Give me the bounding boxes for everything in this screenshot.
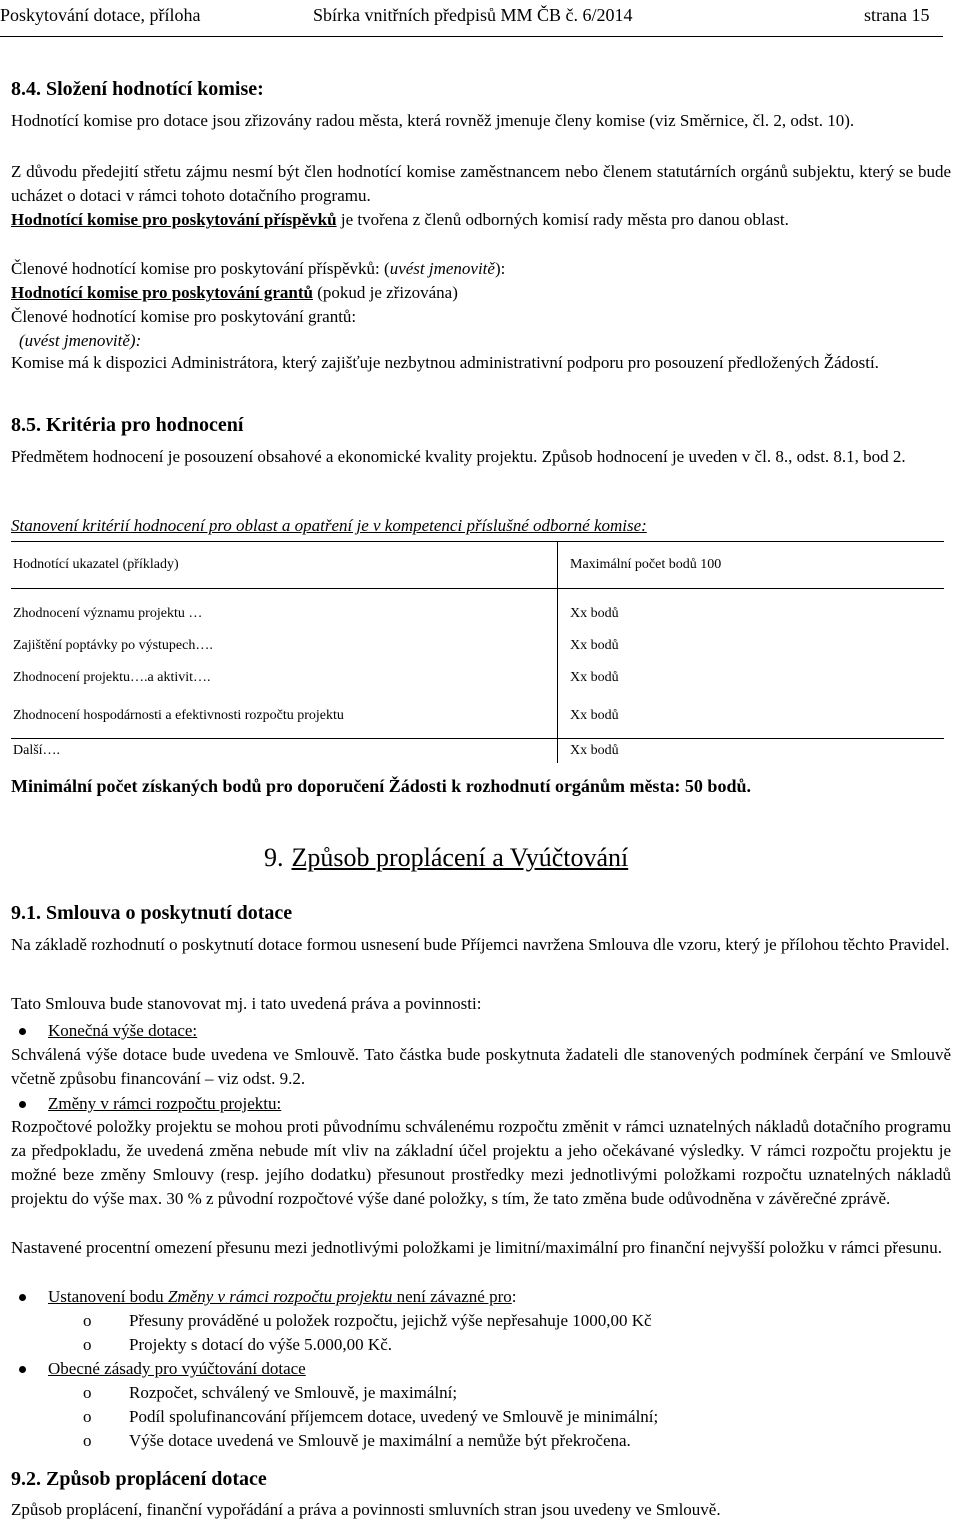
header-center: Sbírka vnitřních předpisů MM ČB č. 6/2014 [313, 5, 633, 25]
bullet-icon [19, 1294, 26, 1301]
table-row [11, 630, 944, 662]
sub-item-text: Výše dotace uvedená ve Smlouvě je maximální a nemůže být překročena. [129, 1431, 631, 1450]
s85-paragraph-1: Předmětem hodnocení je posouzení obsahové a ekonomické kvality projektu. Způsob hodnocení je uveden v čl. 8., odst. 8.1, bod 2. [11, 447, 906, 466]
bullet-label [48, 1285, 517, 1309]
b3-part-a: Ustanovení bodu [48, 1287, 168, 1306]
bullet-icon [19, 1101, 26, 1108]
s84-p5-rest: (pokud je zřizována) [312, 283, 458, 302]
sub-item-text: Projekty s dotací do výše 5.000,00 Kč. [129, 1335, 392, 1354]
s84-p4-italic: uvést jmenovitě [389, 259, 495, 278]
criteria-label: Zajištění poptávky po výstupech…. [11, 630, 558, 662]
sub-bullet-icon: o [83, 1407, 92, 1426]
b3-part-italic: Změny v rámci rozpočtu projektu [167, 1287, 393, 1306]
s84-p3-rest: je tvořena z členů odborných komisí rady města pro danou oblast. [336, 210, 789, 229]
criteria-table [11, 541, 944, 763]
criteria-label: Zhodnocení projektu….a aktivit…. [11, 662, 558, 694]
minimum-points-note: Minimální počet získaných bodů pro doporučení Žádosti k rozhodnutí orgánům města: 50 bodů. [11, 776, 751, 796]
b3-part-c: : [511, 1287, 517, 1306]
section-9-1-title: 9.1. Smlouva o poskytnutí dotace [11, 902, 293, 924]
header-divider [0, 36, 943, 37]
table-row [11, 739, 944, 764]
sub-bullet-icon: o [83, 1383, 92, 1402]
sub-bullet-icon: o [83, 1431, 92, 1450]
s92-paragraph-1: Způsob proplácení, finanční vypořádání a práva a povinnosti smluvních stran jsou uvedeny ve Smlouvě. [11, 1500, 721, 1519]
s91-paragraph-2: Tato Smlouva bude stanovovat mj. i tato uvedená práva a povinnosti: [11, 994, 482, 1013]
criteria-head-right: Maximální počet bodů 100 [558, 542, 945, 589]
table-row [11, 662, 944, 694]
s84-paragraph-7: (uvést jmenovitě): [19, 331, 142, 350]
bullet-icon [19, 1028, 26, 1035]
criteria-head-left: Hodnotící ukazatel (příklady) [11, 542, 558, 589]
bullet-icon [19, 1366, 26, 1373]
s84-paragraph-2: Z důvodu předejití střetu zájmu nesmí být člen hodnotící komise zaměstnancem nebo členem statutárních orgánů subjektu, který se bude ucházet o dotaci v rámci tohoto dotačního programu. [11, 162, 951, 205]
bullet-label: Obecné zásady pro vyúčtování dotace [48, 1359, 306, 1378]
criteria-table-gap [11, 589, 944, 599]
s84-p4-a: Členové hodnotící komise pro poskytování příspěvků: ( [11, 259, 390, 278]
criteria-table-header [11, 542, 944, 589]
table-row [11, 694, 944, 739]
s91-paragraph-1: Na základě rozhodnutí o poskytnutí dotace formou usnesení bude Příjemci navržena Smlouva dle vzoru, který je přílohou těchto Pravidel. [11, 935, 950, 954]
chapter-9-title [264, 843, 629, 872]
s85-paragraph-2: Stanovení kritérií hodnocení pro oblast a opatření je v kompetenci příslušné odborné komise: [11, 516, 647, 535]
criteria-points: Xx bodů [570, 670, 619, 685]
header-page-number: strana 15 [864, 5, 930, 25]
s84-paragraph-8: Komise má k dispozici Administrátora, který zajišťuje nezbytnou administrativní podporu pro posouzení předložených Žádostí. [11, 353, 879, 372]
criteria-points: Xx bodů [570, 606, 619, 621]
sub-bullet-icon: o [83, 1311, 92, 1330]
s84-paragraph-5 [11, 281, 951, 305]
s84-p4-b: ): [494, 259, 506, 278]
s91-budget-changes-text: Rozpočtové položky projektu se mohou proti původnímu schválenému rozpočtu změnit v rámci uznatelných nákladů dotačního programu za předpokladu, že uvedená změna nebude mít vliv na základní účel projektu a jeho očekávané výsledky. V rámci rozpočtu projektu je možné beze změny Smlouvy (resp. jejího dodatku) přesunout prostředky mezi jednotlivými položkami rozpočtu uznatelných nákladů projektu do výše max. 30 % z původní rozpočtové výše dané položky, s tím, že tato změna bude odůvodněna v závěrečné zprávě. [11, 1117, 951, 1208]
criteria-points-other: Xx bodů [558, 739, 945, 764]
sub-item-text: Podíl spolufinancování příjemcem dotace, uvedený ve Smlouvě je minimální; [129, 1407, 659, 1426]
sub-item-text: Přesuny prováděné u položek rozpočtu, jejichž výše nepřesahuje 1000,00 Kč [129, 1311, 652, 1330]
section-9-2-title: 9.2. Způsob proplácení dotace [11, 1468, 267, 1490]
gap-left [11, 589, 558, 599]
criteria-label: Zhodnocení hospodárnosti a efektivnosti rozpočtu projektu [11, 694, 558, 739]
sub-bullet-icon: o [83, 1335, 92, 1354]
s84-paragraph-1: Hodnotící komise pro dotace jsou zřizovány radou města, která rovněž jmenuje členy komise (viz Směrnice, čl. 2, odst. 10). [11, 111, 855, 130]
s91-budget-changes-text-2: Nastavené procentní omezení přesunu mezi jednotlivými položkami je limitní/maximální pro finanční nejvyšší položku v rámci přesunu. [11, 1238, 942, 1257]
table-row [11, 598, 944, 630]
criteria-points: Xx bodů [570, 708, 619, 723]
chapter-9-text: Způsob proplácení a Vyúčtování [291, 843, 629, 872]
s91-final-amount-text: Schválená výše dotace bude uvedena ve Smlouvě. Tato částka bude poskytnuta žadateli dle stanovených podmínek čerpání ve Smlouvě včetně způsobu financování – viz odst. 9.2. [11, 1045, 951, 1088]
s84-paragraph-3 [11, 208, 951, 232]
header-left: Poskytování dotace, příloha [0, 5, 201, 25]
section-8-4-title: 8.4. Složení hodnotící komise: [11, 78, 264, 100]
commission-contributions-label: Hodnotící komise pro poskytování příspěvků [11, 210, 337, 229]
section-8-5-title: 8.5. Kritéria pro hodnocení [11, 414, 244, 436]
sub-item-text: Rozpočet, schválený ve Smlouvě, je maximální; [129, 1383, 458, 1402]
criteria-label-other: Další…. [11, 739, 558, 764]
b3-part-b: není závazné pro [392, 1287, 512, 1306]
chapter-9-number: 9. [264, 843, 284, 872]
s84-paragraph-6: Členové hodnotící komise pro poskytování grantů: [11, 307, 357, 326]
criteria-points: Xx bodů [570, 638, 619, 653]
criteria-label: Zhodnocení významu projektu … [11, 598, 558, 630]
bullet-label: Změny v rámci rozpočtu projektu: [48, 1094, 282, 1113]
page-header [0, 3, 951, 27]
commission-grants-label: Hodnotící komise pro poskytování grantů [11, 283, 313, 302]
s84-paragraph-4 [11, 257, 951, 281]
bullet-label: Konečná výše dotace: [48, 1021, 198, 1040]
gap-right [558, 589, 945, 599]
